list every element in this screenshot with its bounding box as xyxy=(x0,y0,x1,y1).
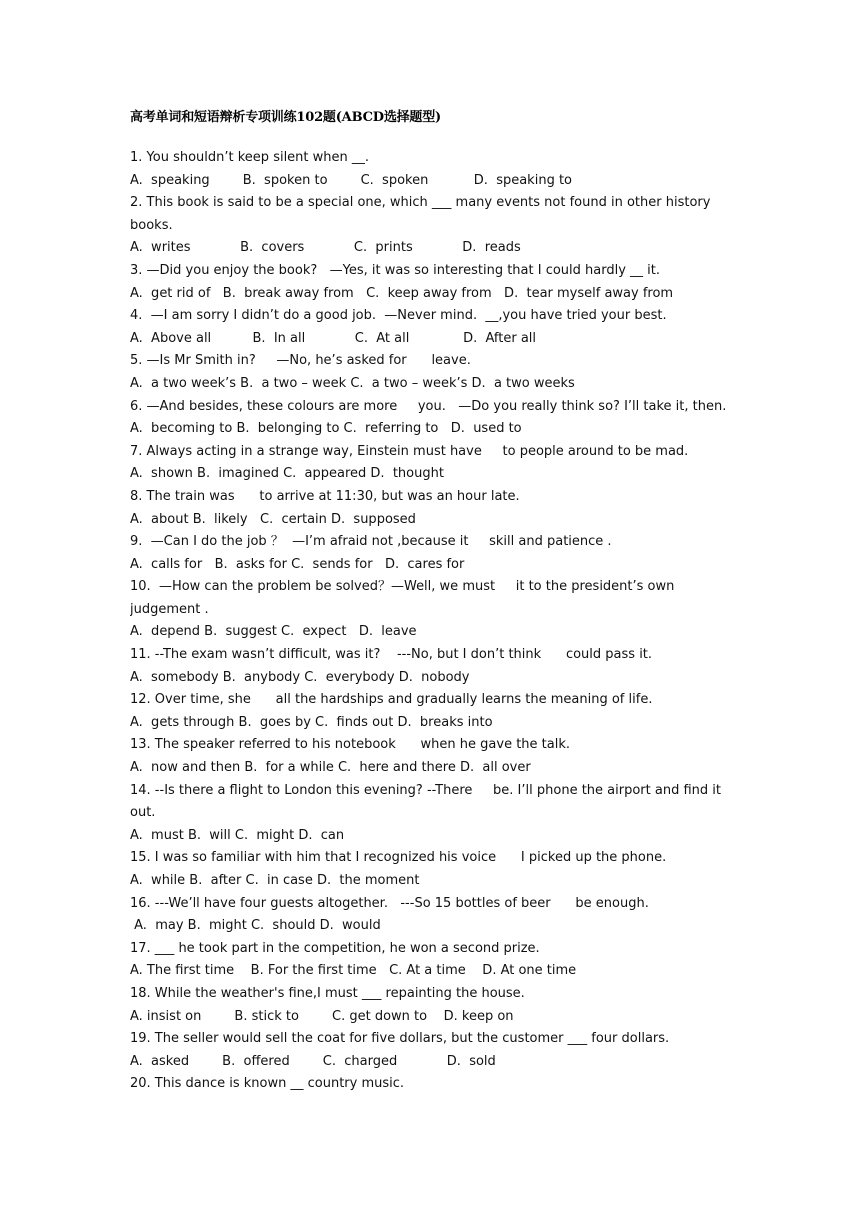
text-line: 15. I was so familiar with him that I recognized his voice I picked up the phone. xyxy=(130,850,667,866)
text-line: A. get rid of B. break away from C. keep away from D. tear myself away from xyxy=(130,285,674,301)
text-line: 1. You shouldn’t keep silent when __. xyxy=(130,150,370,165)
text-line: 7. Always acting in a strange way, Einstein must have to people around to be mad. xyxy=(130,443,689,459)
text-line: A. about B. likely C. certain D. supposed xyxy=(130,511,416,527)
text-line: 2. This book is said to be a special one, which ___ many events not found in other history xyxy=(130,195,711,211)
text-line: judgement . xyxy=(130,601,209,617)
text-line: 14. --Is there a flight to London this evening? --There be. I’ll phone the airport and find it xyxy=(130,782,721,798)
text-line: 13. The speaker referred to his notebook when he gave the talk. xyxy=(130,737,571,753)
text-line: 16. ---We’ll have four guests altogether. ---So 15 bottles of beer be enough. xyxy=(130,895,649,911)
text-line: 8. The train was to arrive at 11:30, but was an hour late. xyxy=(130,488,520,504)
text-line: 4. —I am sorry I didn’t do a good job. —Never mind. __,you have tried your best. xyxy=(130,308,667,324)
text-line: 11. --The exam wasn’t difficult, was it? ---No, but I don’t think could pass it. xyxy=(130,647,653,663)
text-line: 18. While the weather's fine,I must ___ repainting the house. xyxy=(130,985,525,1001)
text-line: 3. —Did you enjoy the book? —Yes, it was so interesting that I could hardly __ it. xyxy=(130,262,661,278)
text-line: 12. Over time, she all the hardships and gradually learns the meaning of life. xyxy=(130,692,653,708)
text-line: 20. This dance is known __ country music. xyxy=(130,1076,405,1092)
text-line: A. Above all B. In all C. At all D. After all xyxy=(130,330,537,346)
text-line: A. writes B. covers C. prints D. reads xyxy=(130,240,521,256)
text-line: books. xyxy=(130,217,173,233)
text-line: 6. —And besides, these colours are more you. —Do you really think so? I’ll take it, then. xyxy=(130,398,727,414)
text-line: A. depend B. suggest C. expect D. leave xyxy=(130,624,417,640)
text-line: A. calls for B. asks for C. sends for D. cares for xyxy=(130,556,465,572)
text-line: A. must B. will C. might D. can xyxy=(130,827,345,843)
text-line: A. becoming to B. belonging to C. referring to D. used to xyxy=(130,421,522,437)
text-line: A. asked B. offered C. charged D. sold xyxy=(130,1053,496,1069)
text-line: 17. ___ he took part in the competition, he won a second prize. xyxy=(130,940,540,956)
text-line: A. may B. might C. should D. would xyxy=(130,918,381,934)
text-line: 5. —Is Mr Smith in? —No, he’s asked for leave. xyxy=(130,353,471,369)
text-line: 19. The seller would sell the coat for five dollars, but the customer ___ four dollars. xyxy=(130,1031,670,1047)
text-line: out. xyxy=(130,805,156,821)
text-line: A. somebody B. anybody C. everybody D. nobody xyxy=(130,669,470,685)
text-line: 9. —Can I do the job ？ —I’m afraid not ,because it skill and patience . xyxy=(130,534,612,550)
text-line: 10. —How can the problem be solved？—Well, we must it to the president’s own xyxy=(130,579,675,595)
text-line: A. shown B. imagined C. appeared D. thought xyxy=(130,466,444,482)
text-line: A. insist on B. stick to C. get down to D. keep on xyxy=(130,1008,514,1024)
text-line: A. speaking B. spoken to C. spoken D. speaking to xyxy=(130,172,572,188)
text-line: A. now and then B. for a while C. here and there D. all over xyxy=(130,760,531,776)
text-line: A. while B. after C. in case D. the moment xyxy=(130,873,420,888)
text-line: A. The first time B. For the first time C. At a time D. At one time xyxy=(130,963,577,979)
question-list xyxy=(130,147,740,1096)
text-line: A. a two week’s B. a two – week C. a two – week’s D. a two weeks xyxy=(130,375,575,391)
document-title: 高考单词和短语辩析专项训练102题(ABCD选择题型) xyxy=(130,110,441,125)
text-line: A. gets through B. goes by C. finds out D. breaks into xyxy=(130,714,493,730)
